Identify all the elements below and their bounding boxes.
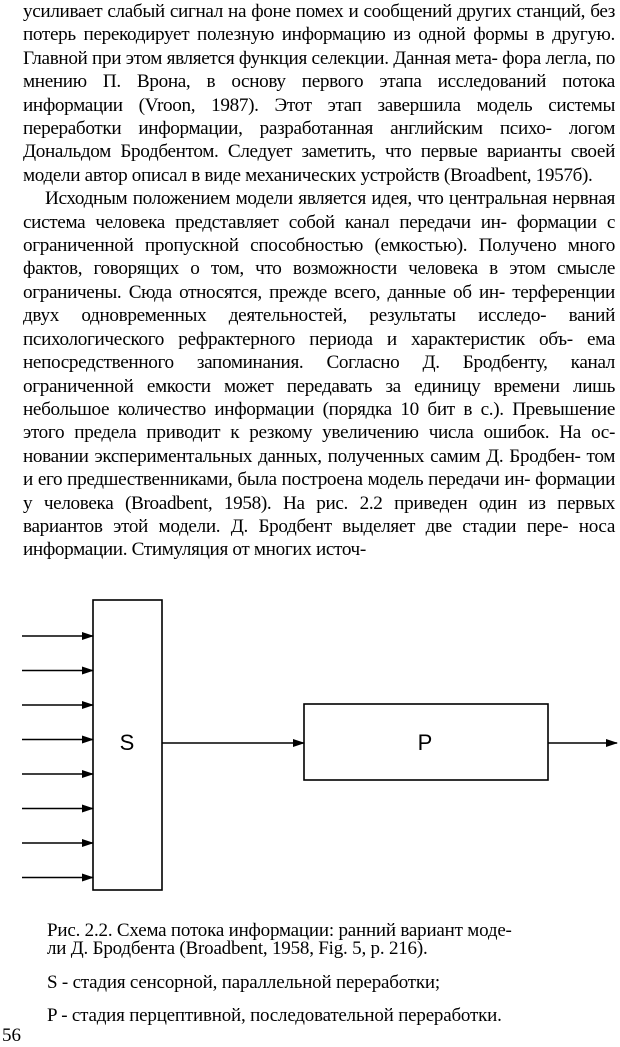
text-line: фора легла, по мнению П. Врона, в основу первого этапа исследований [23, 47, 615, 93]
text-line: системы переработки информации, разработанная английским психо- [23, 94, 616, 140]
page-number: 56 [2, 1025, 21, 1046]
text-line: усиливает слабый сигнал на фоне помех и сообщений других станций, [23, 1, 586, 22]
text-line: формации у человека (Broadbent, 1958). На рис. 2.2 приведен один из [23, 469, 615, 514]
text-line: Получено много фактов, говорящих о том, что возможности человека в [23, 235, 616, 280]
text-line: своей модели автор описал в виде механических устройств (Broadbent, [23, 141, 615, 186]
broadbent-model-figure [0, 596, 620, 916]
text-line: ограниченной емкости может передавать за единицу времени лишь [23, 375, 615, 397]
input-arrows [22, 636, 93, 878]
paragraph-1 [23, 0, 615, 187]
text-line: носа информации. Стимуляция от многих источ- [23, 515, 615, 561]
body-text [23, 0, 615, 562]
text-line: первых вариантов этой модели. Д. Бродбент выделяет две стадии пере- [23, 492, 615, 537]
paragraph-2 [23, 187, 615, 562]
text-line: ема непосредственного запоминания. Согласно Д. Бродбенту, канал [23, 328, 616, 374]
legend-p: P - стадия перцептивной, последовательной переработки. [47, 1005, 502, 1026]
text-line: формации с ограниченной пропускной способностью (емкостью). [23, 211, 615, 257]
caption-line: Рис. 2.2. Схема потока информации: ранний вариант моде- [47, 920, 512, 941]
text-line: этого предела приводит к резкому увеличению числа ошибок. На ос- [23, 422, 615, 444]
text-line: том и его предшественниками, была построена модель передачи ин- [23, 445, 615, 491]
text-line: Исходным положением модели является идея, что центральная [45, 188, 547, 210]
text-line: этом смысле ограничены. Сюда относятся, прежде всего, данные об ин- [23, 258, 616, 303]
text-line: нервная система человека представляет собой канал передачи ин- [23, 188, 615, 233]
text-line: ваний психологического рефрактерного периода и характеристик объ- [23, 305, 616, 350]
figure-caption [47, 922, 607, 958]
box-p-label: P [417, 730, 433, 755]
legend-s: S - стадия сенсорной, параллельной переработки; [47, 972, 440, 993]
box-s-label: S [119, 730, 135, 755]
text-line: без потерь перекодирует полезную информацию из одной формы в [23, 1, 615, 46]
text-line: терференции двух одновременных деятельностей, результаты исследо- [23, 281, 615, 327]
text-line: потока информации (Vroon, 1987). Этот этап завершила модель [23, 71, 615, 116]
flow-diagram [0, 596, 620, 916]
caption-line: ли Д. Бродбента (Broadbent, 1958, Fig. 5, p. 216). [47, 938, 428, 959]
text-line: логом Дональдом Бродбентом. Следует заметить, что первые варианты [23, 118, 616, 163]
text-line: 1957б). [535, 164, 593, 186]
text-line: небольшое количество информации (порядка 10 бит в с.). Превышение [23, 398, 615, 420]
text-line: другую. Главной при этом является функция селекции. Данная мета- [23, 24, 615, 69]
text-line: новании экспериментальных данных, полученных самим Д. Бродбен- [23, 445, 581, 467]
